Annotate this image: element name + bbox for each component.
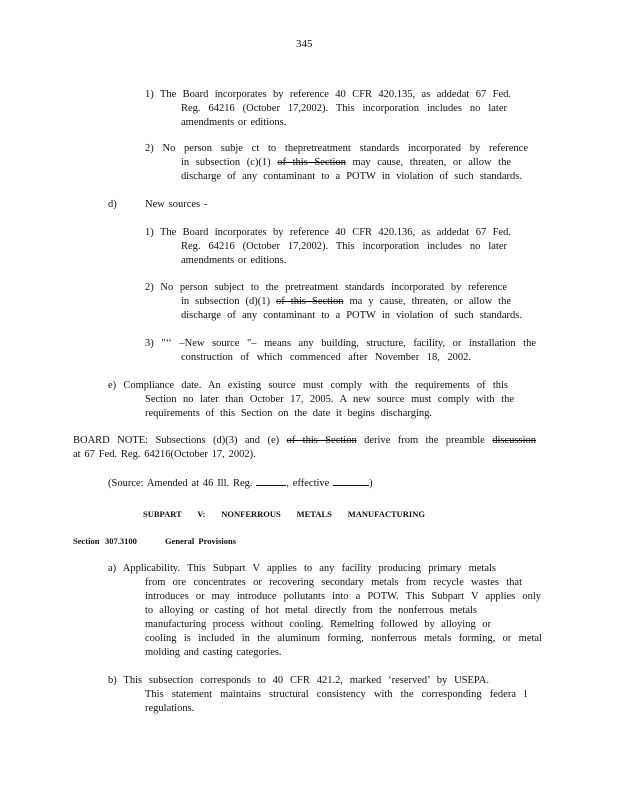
para-d2-line3: discharge of any contaminant to a POTW in violation of such standards. — [181, 310, 522, 321]
para-a-line6: cooling is included in the aluminum forming, nonferrous metals forming, or metal — [145, 633, 542, 644]
para-d3-line1: 3) "‘‘ –New source "– means any building, structure, facility, or installation the — [145, 338, 536, 349]
para-b-line2: This statement maintains structural consistency with the corresponding federa l — [145, 689, 527, 700]
para-c1-line1: 1) The Board incorporates by reference 40 CFR 420.135, as addedat 67 Fed. — [145, 89, 511, 100]
section-label: Section — [73, 536, 100, 546]
para-d1-line3: amendments or editions. — [181, 255, 287, 266]
para-d3-line2: construction of which commenced after November 18, 2002. — [181, 352, 471, 363]
para-e-line3: requirements of this Section on the date it begins discharging. — [145, 408, 432, 419]
struck-text: of this Section — [276, 296, 344, 307]
para-d2-line1: 2) No person subject to the pretreatment standards incorporated by reference — [145, 282, 507, 293]
para-c2-line2: in subsection (c)(1) of this Section may cause, threaten, or allow the — [181, 157, 512, 168]
para-a-line4: to alloying or casting of hot metal directly from the nonferrous metals — [145, 605, 477, 616]
source-note: (Source: Amended at 46 Ill. Reg. , effective ) — [108, 478, 373, 489]
para-c1-line3: amendments or editions. — [181, 117, 287, 128]
para-e-line2: Section no later than October 17, 2005. A new source must comply with the — [145, 394, 514, 405]
para-a-line1: a) Applicability. This Subpart V applies to any facility producing primary metals — [108, 563, 496, 574]
para-c1-line2: Reg. 64216 (October 17,2002). This incorporation includes no later — [181, 103, 507, 114]
para-b-line3: regulations. — [145, 703, 195, 714]
para-a-line5: manufacturing process without cooling. Remelting followed by alloying or — [145, 619, 491, 630]
blank-line — [333, 476, 369, 486]
para-c2-line1: 2) No person subje ct to thepretreatment standards incorporated by reference — [145, 143, 528, 154]
para-e-line1: e) Compliance date. An existing source must comply with the requirements of this — [108, 380, 508, 391]
struck-text: discussion — [492, 435, 536, 446]
para-d2-line2: in subsection (d)(1) of this Section ma y cause, threaten, or allow the — [181, 296, 511, 307]
para-d-text: New sources - — [145, 199, 208, 210]
struck-text: of this Section — [286, 435, 357, 446]
struck-text: of this Section — [277, 157, 346, 168]
para-b-line1: b) This subsection corresponds to 40 CFR 421.2, marked ‘reserved’ by USEPA. — [108, 675, 489, 686]
section-title: General Provisions — [165, 536, 237, 546]
para-c2-line3: discharge of any contaminant to a POTW in violation of such standards. — [181, 171, 522, 182]
board-note-line2: at 67 Fed. Reg. 64216(October 17, 2002). — [73, 449, 256, 460]
para-a-line7: molding and casting categories. — [145, 647, 282, 658]
blank-line — [256, 476, 286, 486]
subpart-heading: SUBPART V: NONFERROUS METALS MANUFACTURING — [143, 509, 425, 519]
para-d1-line2: Reg. 64216 (October 17,2002). This incorporation includes no later — [181, 241, 507, 252]
para-a-line3: introduces or may introduce pollutants into a POTW. This Subpart V applies only — [145, 591, 541, 602]
board-note-line1: BOARD NOTE: Subsections (d)(3) and (e) of this Section derive from the preamble discussion — [73, 435, 536, 446]
para-a-line2: from ore concentrates or recovering secondary metals from recycle wastes that — [145, 577, 522, 588]
section-number: 307.3100 — [105, 536, 137, 546]
page-number: 345 — [296, 38, 313, 50]
para-d1-line1: 1) The Board incorporates by reference 40 CFR 420.136, as addedat 67 Fed. — [145, 227, 511, 238]
para-d-label: d) — [108, 199, 117, 210]
